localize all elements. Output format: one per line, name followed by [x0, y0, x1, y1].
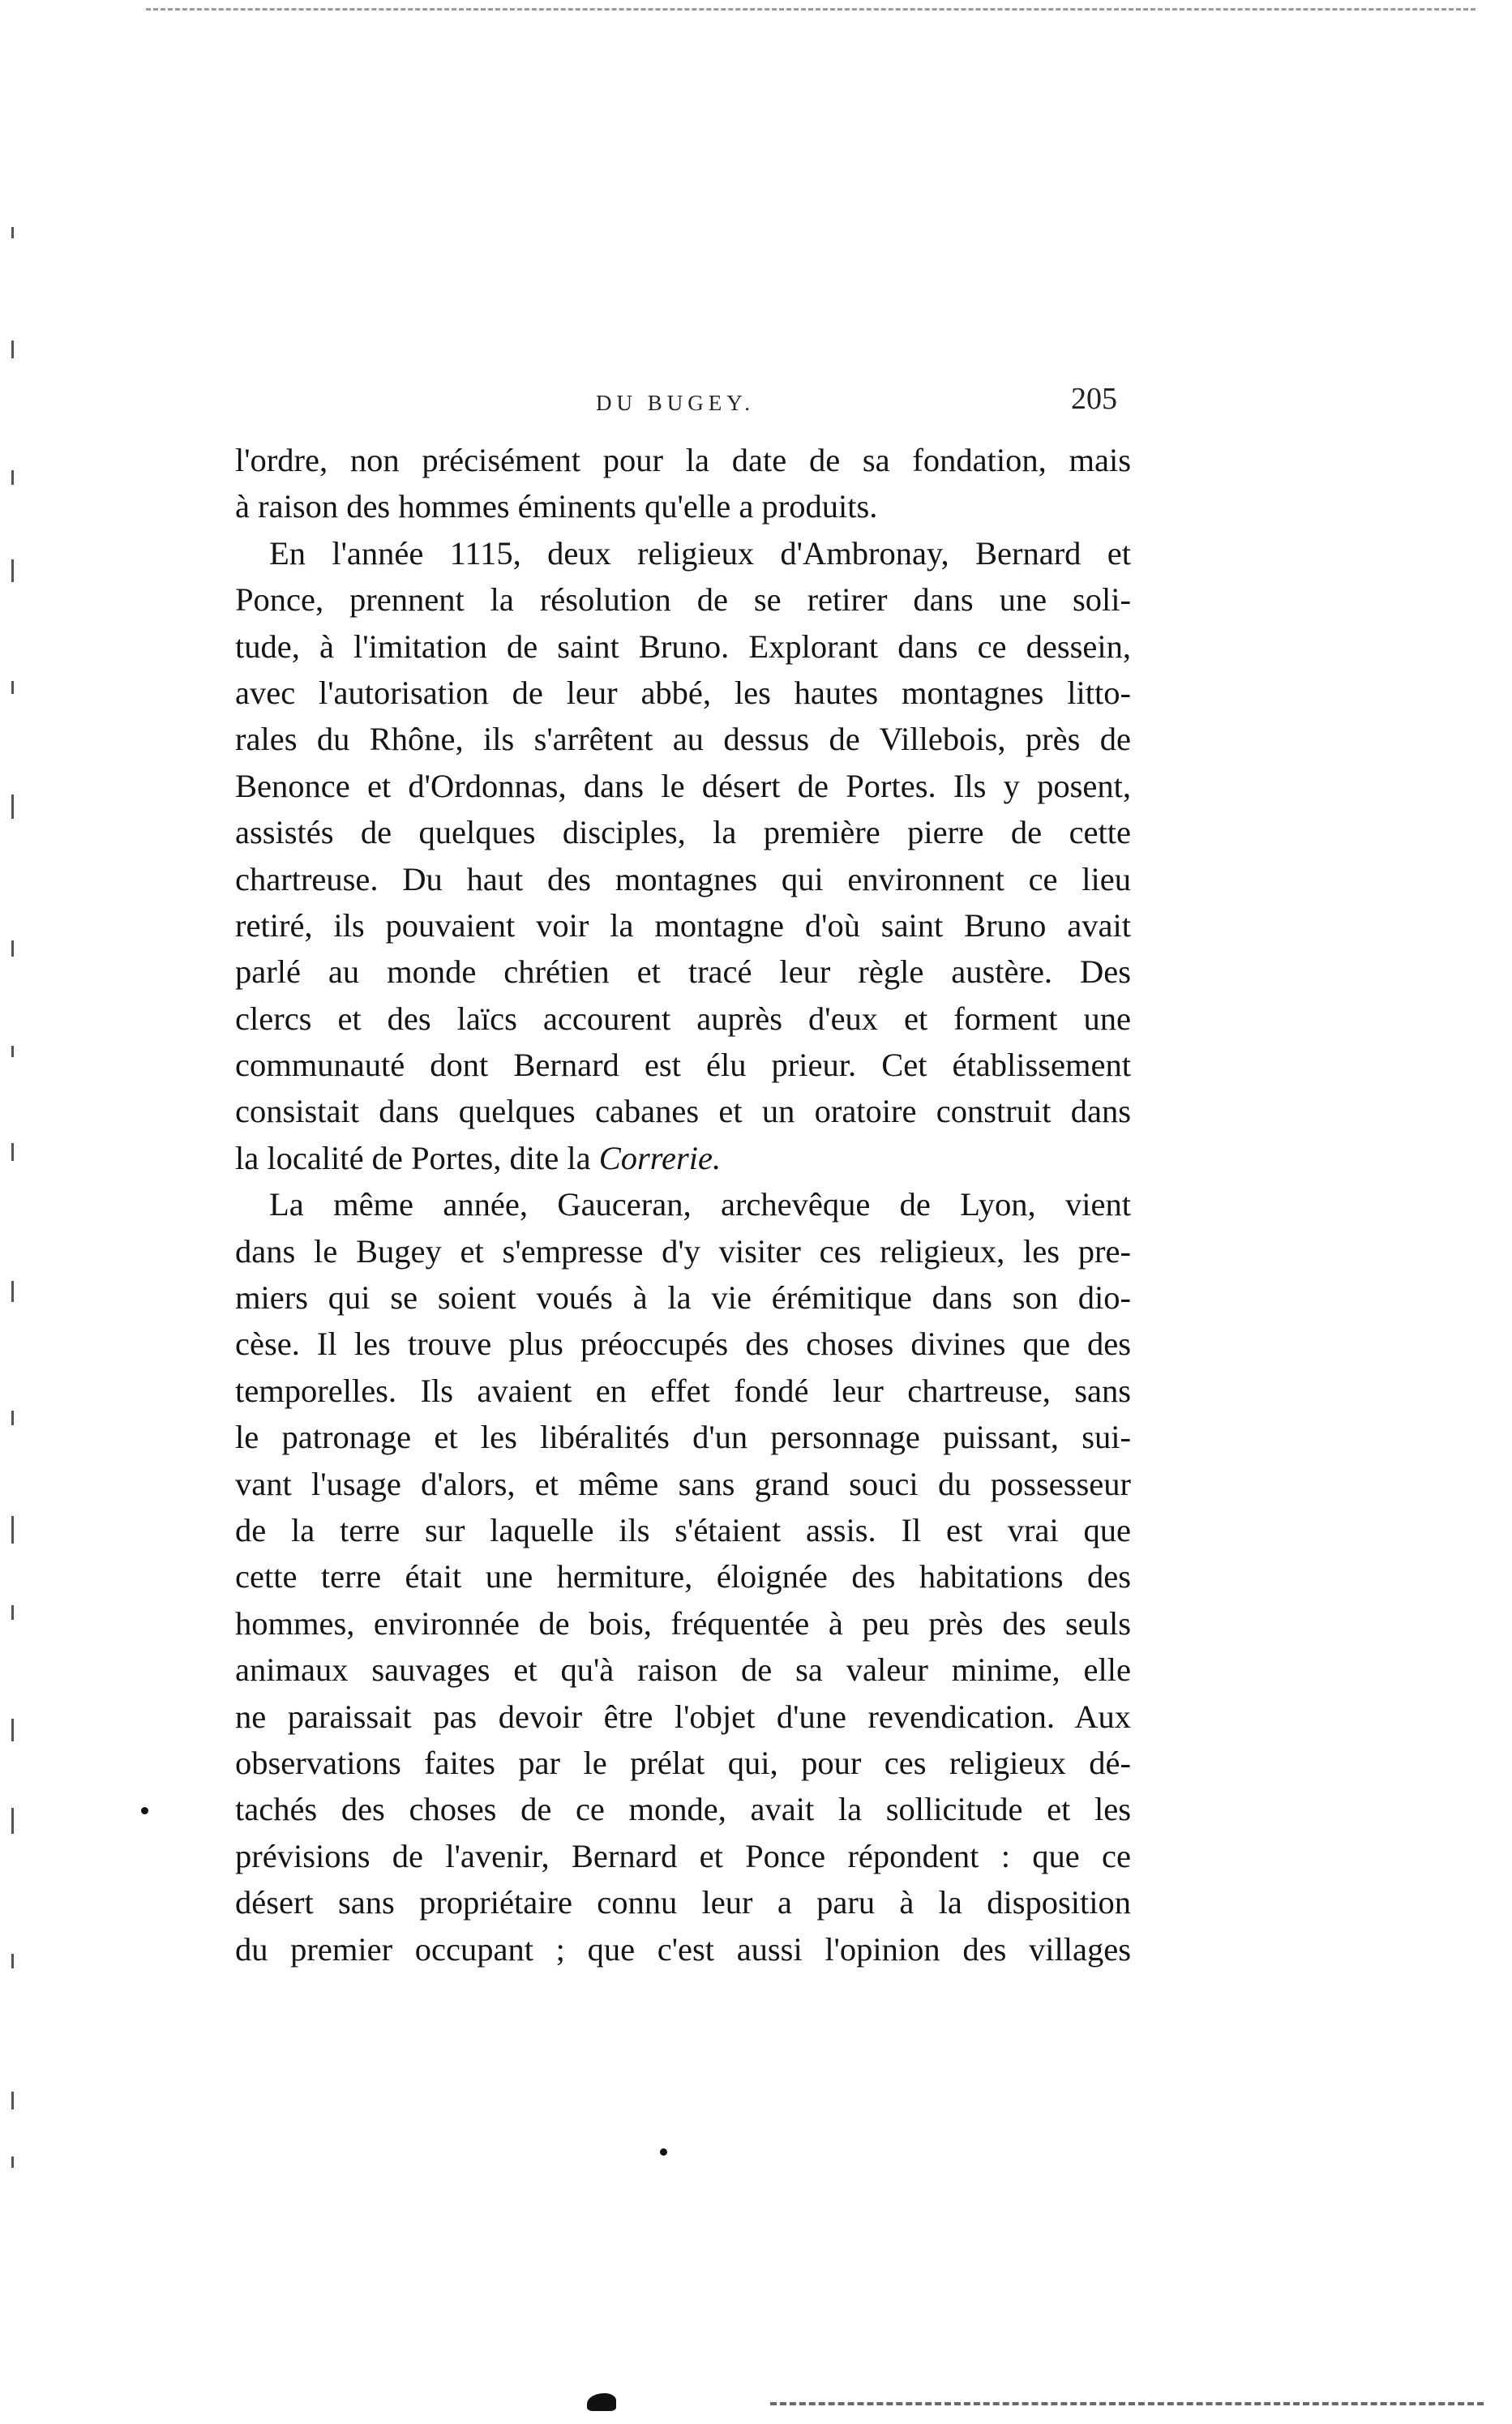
text-line-content: consistait dans quelques cabanes et un oratoire construit dans	[235, 1093, 1131, 1130]
text-line	[235, 1879, 1131, 1925]
italic-term: Correrie.	[598, 1139, 722, 1176]
text-line	[235, 763, 1131, 809]
text-line-content: désert sans propriétaire connu leur a paru à la disposition	[235, 1884, 1131, 1921]
text-line	[235, 902, 1131, 949]
text-line-content: assistés de quelques disciples, la première pierre de cette	[235, 814, 1131, 851]
text-line	[235, 716, 1131, 762]
text-line	[235, 1553, 1131, 1600]
text-line-content: cèse. Il les trouve plus préoccupés des choses divines que des	[235, 1325, 1131, 1363]
text-line-content: cette terre était une hermiture, éloignée des habitations des	[235, 1558, 1131, 1595]
text-line	[235, 1461, 1131, 1507]
text-line-content: tude, à l'imitation de saint Bruno. Explorant dans ce dessein,	[235, 627, 1131, 665]
text-line-content: chartreuse. Du haut des montagnes qui environnent ce lieu	[235, 860, 1131, 897]
text-line	[235, 1507, 1131, 1553]
text-line-content: parlé au monde chrétien et tracé leur règle austère. Des	[235, 953, 1131, 991]
text-line-content: du premier occupant ; que c'est aussi l'opinion des villages	[235, 1930, 1131, 1968]
text-line	[235, 996, 1131, 1042]
text-line	[235, 1135, 1131, 1181]
text-line	[235, 1042, 1131, 1088]
text-line-content: avec l'autorisation de leur abbé, les hautes montagnes litto-	[235, 674, 1131, 711]
text-line	[235, 1647, 1131, 1693]
text-line	[235, 949, 1131, 995]
text-line-content: communauté dont Bernard est élu prieur. Cet établissement	[235, 1047, 1131, 1084]
text-line-content: clercs et des laïcs accourent auprès d'eux et forment une	[235, 1000, 1131, 1037]
text-line-content: En l'année 1115, deux religieux d'Ambronay, Bernard et	[269, 534, 1131, 572]
text-line	[235, 576, 1131, 623]
text-line-content: miers qui se soient voués à la vie érémitique dans son dio-	[235, 1279, 1131, 1317]
text-line-content: dans le Bugey et s'empresse d'y visiter ces religieux, les pre-	[235, 1232, 1131, 1270]
text-line-content: de la terre sur laquelle ils s'étaient assis. Il est vrai que	[235, 1511, 1131, 1548]
text-line-content: temporelles. Ils avaient en effet fondé leur chartreuse, sans	[235, 1372, 1131, 1409]
text-line-content: La même année, Gauceran, archevêque de Lyon, vient	[269, 1186, 1131, 1223]
text-line	[235, 1740, 1131, 1786]
text-line	[235, 483, 1131, 529]
text-line-content: hommes, environnée de bois, fréquentée à peu près des seuls	[235, 1604, 1131, 1642]
text-line-content: vant l'usage d'alors, et même sans grand souci du possesseur	[235, 1465, 1131, 1502]
text-line-content: animaux sauvages et qu'à raison de sa valeur minime, elle	[235, 1651, 1131, 1689]
text-line-content: la localité de Portes, dite la	[235, 1139, 599, 1176]
page-header	[243, 381, 1127, 422]
text-line	[235, 856, 1131, 902]
scan-ink-blot	[587, 2393, 616, 2411]
text-line	[235, 1274, 1131, 1321]
text-line	[235, 1228, 1131, 1274]
text-line	[235, 670, 1131, 716]
text-line-content: rales du Rhône, ils s'arrêtent au dessus de Villebois, près de	[235, 721, 1131, 758]
text-line-content: Ponce, prennent la résolution de se retirer dans une soli-	[235, 581, 1131, 619]
text-line-content: Benonce et d'Ordonnas, dans le désert de Portes. Ils y posent,	[235, 767, 1131, 804]
scan-speck	[141, 1807, 148, 1814]
text-line	[235, 1414, 1131, 1460]
text-line	[235, 1833, 1131, 1879]
text-line-content: l'ordre, non précisément pour la date de sa fondation, mais	[235, 442, 1131, 478]
text-line-content: retiré, ils pouvaient voir la montagne d'où saint Bruno avait	[235, 906, 1131, 944]
body-text	[235, 437, 1131, 1972]
text-line	[235, 623, 1131, 670]
scan-top-edge-artifact	[146, 8, 1476, 11]
text-line	[235, 530, 1131, 576]
text-line	[235, 1786, 1131, 1832]
text-line	[235, 437, 1131, 483]
text-line	[235, 1926, 1131, 1972]
text-line-content: le patronage et les libéralités d'un personnage puissant, sui-	[235, 1419, 1131, 1456]
text-line	[235, 1321, 1131, 1367]
text-line	[235, 1181, 1131, 1227]
page-number: 205	[1071, 382, 1117, 416]
text-line-content: prévisions de l'avenir, Bernard et Ponce répondent : que ce	[235, 1837, 1131, 1874]
text-line	[235, 1600, 1131, 1647]
text-line-content: tachés des choses de ce monde, avait la sollicitude et les	[235, 1791, 1131, 1828]
text-line-content: à raison des hommes éminents qu'elle a produits.	[235, 488, 878, 525]
text-line-content: observations faites par le prélat qui, pour ces religieux dé-	[235, 1744, 1131, 1781]
text-line	[235, 1368, 1131, 1414]
text-line-content: ne paraissait pas devoir être l'objet d'une revendication. Aux	[235, 1698, 1131, 1735]
running-head: DU BUGEY.	[596, 391, 756, 415]
scan-left-margin-marks	[11, 227, 16, 2335]
text-line	[235, 1088, 1131, 1134]
scan-speck	[660, 2148, 667, 2156]
text-line	[235, 1694, 1131, 1740]
scan-bottom-edge-artifact	[770, 2402, 1484, 2405]
text-line	[235, 809, 1131, 855]
